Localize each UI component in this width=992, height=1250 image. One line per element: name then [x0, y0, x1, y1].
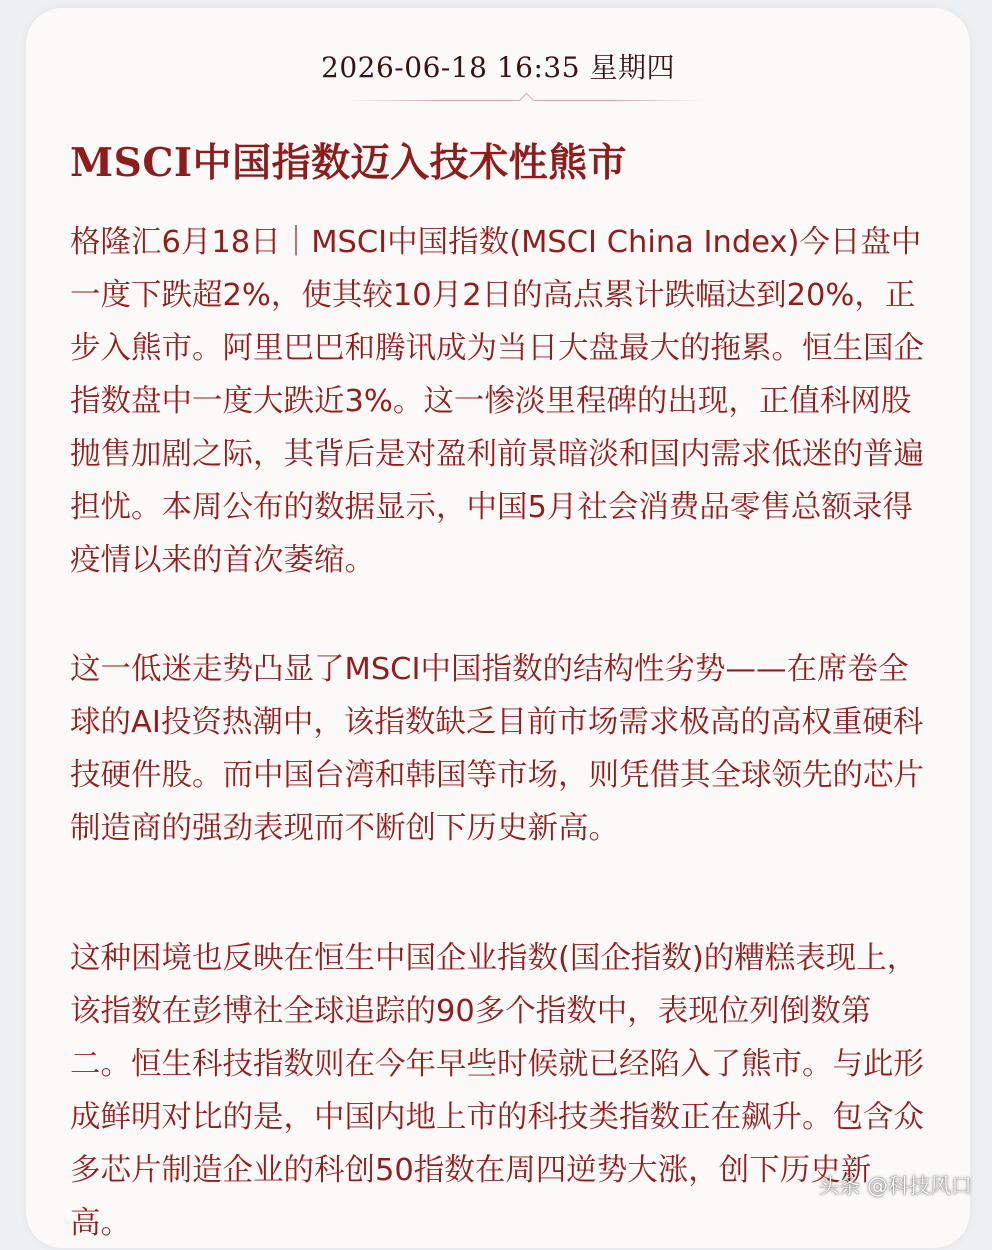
divider-notch: [519, 93, 535, 109]
article-datetime: 2026-06-18 16:35 星期四: [321, 51, 675, 84]
source-watermark: 头条 @科技风口: [818, 1174, 972, 1198]
article-paragraph-3: 这种困境也反映在恒生中国企业指数(国企指数)的糟糕表现上，该指数在彭博社全球追踪的90多个指数中，表现位列倒数第二。恒生科技指数则在今年早些时候就已经陷入了熊市。与此形成鲜明对比的是，中国内地上市的科技类指数正在飙升。包含众多芯片制造企业的科创50指数在周四逆势大涨，创下历史新高。: [70, 941, 924, 1241]
article-paragraph-1: 格隆汇6月18日｜MSCI中国指数(MSCI China Index)今日盘中一度下跌超2%，使其较10月2日的高点累计跌幅达到20%，正步入熊市。阿里巴巴和腾讯成为当日大盘最大的拖累。恒生国企指数盘中一度大跌近3%。这一惨淡里程碑的出现，正值科网股抛售加剧之际，其背后是对盈利前景暗淡和国内需求低迷的普遍担忧。本周公布的数据显示，中国5月社会消费品零售总额录得疫情以来的首次萎缩。: [70, 225, 924, 578]
article-title: MSCI中国指数迈入技术性熊市: [70, 140, 628, 186]
article-paragraph-2: 这一低迷走势凸显了MSCI中国指数的结构性劣势——在席卷全球的AI投资热潮中，该指数缺乏目前市场需求极高的高权重硬科技硬件股。而中国台湾和韩国等市场，则凭借其全球领先的芯片制造商的强劲表现而不断创下历史新高。: [70, 652, 924, 846]
date-header: [26, 46, 970, 86]
